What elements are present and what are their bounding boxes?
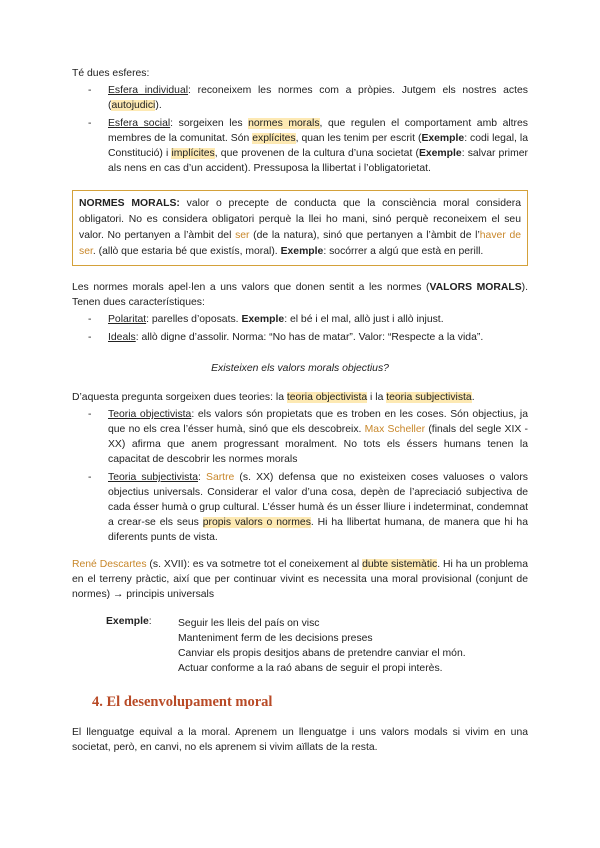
theories-list: [72, 407, 528, 545]
example-line: Manteniment ferm de les decisions preses: [178, 633, 373, 644]
section-heading: 4. El desenvolupament moral: [92, 694, 273, 710]
author-name: Sartre: [206, 472, 235, 483]
list-item: - Teoria objectivista: els valors són propietats que es troben en les coses. Són objectius, ja que no els crea l’ésser humà, sinó que els descobreix. Max Scheller (finals del segle XIX - XX) afirma que anem progressant moralment. No tots els éssers humans tenen la capacitat de descobrir les normes morals: [88, 409, 528, 465]
list-item: - Polaritat: parelles d’oposats. Exemple: el bé i el mal, allò just i allò injust.: [88, 314, 444, 325]
term-ser: ser: [235, 230, 250, 241]
definition-text: NORMES MORALS: valor o precepte de conducta que la consciència moral considera obligatori. No es considera obligatori perquè la llei ho mani, sinó perquè reconeixem el seu valor. No pertanyen a l’àmbit del ser (de la natura), sinó que pertanyen a l’àmbit de l’haver de ser. (allò que estaria bé que existís, moral). Exemple: socórrer a algú que està en perill.: [79, 198, 522, 257]
document-page: [72, 66, 528, 755]
closing-paragraph: El llenguatge equival a la moral. Aprenem un llenguatge i uns valors modals si vivim en una societat, però, en canvi, no els aprenem si vivim aïllats de la resta.: [72, 727, 528, 753]
author-name: Max Scheller: [364, 424, 426, 435]
highlight: explícites: [252, 133, 296, 144]
list-item: - Ideals: allò digne d’assolir. Norma: “No has de matar”. Valor: “Respecte a la vida”.: [88, 332, 484, 343]
theories-paragraph: D’aquesta pregunta sorgeixen dues teories: la teoria objectivista i la teoria subjectivista.: [72, 392, 475, 403]
term-haver-de-ser: haver de ser: [79, 230, 522, 257]
dash-bullet: -: [88, 118, 92, 129]
highlight: autojudici: [111, 100, 156, 111]
dash-bullet: -: [88, 85, 92, 96]
example-block: [72, 616, 528, 676]
highlight: propis valors o normes: [202, 517, 311, 528]
example-line: Seguir les lleis del país on visc: [178, 618, 320, 629]
list-item: - Esfera social: sorgeixen les normes morals, que regulen el comportament amb altres membres de la comunitat. Són explícites, quan les tenim per escrit (Exemple: codi legal, la Constitució) i implícites, que provenen de la cultura d’una societat (Exemple: salvar primer als nens en cas d’un accident). Pressuposa la llibertat i l’obligatorietat.: [88, 118, 529, 174]
highlight: implícites: [171, 148, 215, 159]
dash-bullet: -: [88, 472, 92, 483]
values-paragraph: Les normes morals apel·len a uns valors que donen sentit a les normes (VALORS MORALS). Tenen dues característiques:: [72, 282, 528, 308]
example-label: Exemple:: [106, 616, 152, 627]
question-heading: Existeixen els valors morals objectius?: [211, 363, 389, 374]
author-name: René Descartes: [72, 559, 147, 570]
term-esfera-social: Esfera social: [108, 118, 171, 129]
highlight: teoria objectivista: [286, 392, 368, 403]
definition-title: NORMES MORALS:: [79, 198, 180, 209]
dash-bullet: -: [88, 314, 92, 325]
spheres-list: [72, 83, 528, 176]
example-lines: [178, 616, 466, 676]
list-item: - Teoria subjectivista: Sartre (s. XX) defensa que no existeixen coses valuoses o valors objectius universals. Considerar el valor d’una cosa, depèn de l’apreciació subjectiva de cada ésser humà o grup cultural. L’ésser humà és un ésser lliure i indeterminat, condemnat a crear-se els seus propis valors o normes. Hi ha llibertat humana, de manera que hi ha diferents punts de vista.: [88, 472, 528, 543]
term-esfera-individual: Esfera individual: [108, 85, 189, 96]
example-line: Canviar els propis desitjos abans de pretendre canviar el món.: [178, 648, 466, 659]
intro-text: Té dues esferes:: [72, 68, 150, 79]
highlight: dubte sistemàtic: [362, 559, 438, 570]
highlight: teoria subjectivista: [386, 392, 472, 403]
descartes-paragraph: René Descartes (s. XVII): es va sotmetre tot el coneixement al dubte sistemàtic. Hi ha un problema en el terreny pràctic, així que per continuar vivint es necessita una moral provisional (conjunt de normes) → principis universals: [72, 559, 528, 600]
dash-bullet: -: [88, 409, 92, 420]
list-item: - Esfera individual: reconeixem les normes com a pròpies. Jutgem els nostres actes (autojudici).: [88, 85, 528, 111]
values-list: [72, 312, 528, 345]
definition-box: [72, 190, 528, 266]
dash-bullet: -: [88, 332, 92, 343]
example-line: Actuar conforme a la raó abans de seguir el propi interès.: [178, 663, 443, 674]
highlight: normes morals: [248, 118, 320, 129]
